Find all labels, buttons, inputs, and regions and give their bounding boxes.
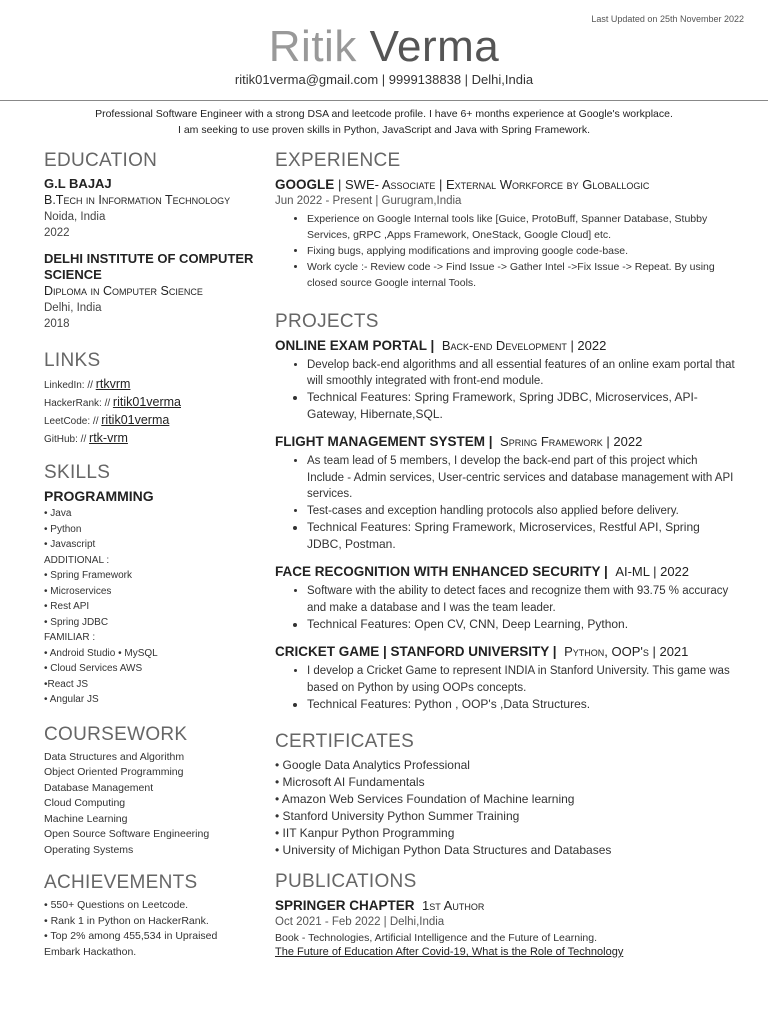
skill-item: FAMILIAR : [44, 632, 96, 643]
project-tag: AI-ML | 2022 [615, 564, 690, 579]
project-name: FACE RECOGNITION WITH ENHANCED SECURITY | [275, 564, 608, 579]
bullet: • Experience on Google Internal tools like [Guice, ProtoBuff, Spanner Database, Stubby Services, gRPC ,Apps Framework, OneStack, Google Cloud] etc. [307, 211, 735, 243]
skill-item: • Rest API [44, 601, 90, 612]
link-label: GitHub: // [44, 434, 87, 445]
projects-title: PROJECTS [275, 311, 379, 332]
header-divider [0, 100, 768, 101]
project-bullets [275, 453, 735, 553]
school-name: G.L BAJAJ [44, 176, 112, 191]
publication-name: SPRINGER CHAPTER [275, 898, 415, 913]
right-column [275, 150, 735, 958]
skill-item: • Microservices [44, 585, 112, 597]
linkedin-link[interactable]: rtkvrm [95, 377, 131, 391]
bullet: • Technical Features: Spring Framework, Spring JDBC, Microservices, API-Gateway, Hibernate,SQL. [307, 389, 735, 423]
experience-heading [275, 176, 735, 194]
skill-item: • Cloud Services AWS [44, 663, 143, 674]
left-column [44, 150, 254, 960]
skills-heading: PROGRAMMING [44, 488, 154, 504]
leetcode-link[interactable]: ritik01verma [101, 413, 170, 427]
skill-item: • Spring JDBC [44, 616, 109, 628]
project-tag: Back-end Development | 2022 [441, 338, 607, 353]
location: Noida, India [44, 211, 106, 223]
bullet: • As team lead of 5 members, I develop the back-end part of this project which Include - Admin services, User-centric services and database management with API services. [307, 453, 735, 503]
publication-book: Book - Technologies, Artificial Intelligence and the Future of Learning. [275, 932, 598, 944]
summary-line: I am seeking to use proven skills in Python, JavaScript and Java with Spring Framework. [177, 124, 591, 136]
skill-item: • Angular JS [44, 694, 99, 705]
bullet: • Develop back-end algorithms and all essential features of an online exam portal that will smoothly integrated with front-end module. [307, 357, 735, 389]
link-row [44, 412, 254, 430]
summary [40, 106, 728, 138]
education-item [44, 251, 254, 332]
year: 2022 [44, 227, 70, 239]
certificate-item: • IIT Kanpur Python Programming [275, 826, 455, 840]
skill-item: ADDITIONAL : [44, 554, 110, 566]
achievements-title: ACHIEVEMENTS [44, 872, 198, 893]
publication-link[interactable]: The Future of Education After Covid-19, What is the Role of Technology [275, 946, 624, 958]
year: 2018 [44, 318, 70, 330]
certificates-title: CERTIFICATES [275, 731, 415, 752]
link-row [44, 376, 254, 394]
project-heading [275, 337, 735, 355]
contact-line: ritik01verma@gmail.com | 9999138838 | Delhi,India [234, 72, 534, 87]
candidate-name [0, 22, 768, 72]
bullet: • Technical Features: Open CV, CNN, Deep Learning, Python. [307, 616, 735, 633]
achievement-item: • Top 2% among 455,534 in Upraised Embark Hackathon. [44, 930, 218, 958]
link-label: HackerRank: // [44, 398, 111, 409]
skill-item: • Spring Framework [44, 570, 132, 581]
summary-line: Professional Software Engineer with a strong DSA and leetcode profile. I have 6+ months experience at Google's workplace. [95, 108, 673, 120]
link-row [44, 430, 254, 448]
bullet: • I develop a Cricket Game to represent INDIA in Stanford University. This game was based on Python by using OOPs concepts. [307, 663, 735, 696]
skill-item: • Java [44, 508, 72, 519]
publication-heading [275, 897, 735, 915]
degree: B.Tech in Information Technology [44, 193, 231, 207]
skill-item: • Python [44, 523, 82, 535]
education-item [44, 176, 254, 241]
project-heading [275, 643, 735, 661]
certificate-item: • Microsoft AI Fundamentals [275, 775, 425, 789]
last-updated: Last Updated on 25th November 2022 [591, 14, 744, 24]
project-bullets [275, 583, 735, 633]
location: Delhi, India [44, 302, 102, 314]
publications-title: PUBLICATIONS [275, 871, 417, 892]
course-item: Open Source Software Engineering [44, 828, 210, 840]
experience-date: Jun 2022 - Present | Gurugram,India [275, 195, 462, 207]
course-item: Data Structures and Algorithm [44, 750, 185, 763]
bullet: • Technical Features: Python , OOP's ,Data Structures. [307, 696, 735, 713]
project-name: FLIGHT MANAGEMENT SYSTEM | [275, 434, 493, 449]
achievement-item: • Rank 1 in Python on HackerRank. [44, 914, 209, 927]
link-label: LeetCode: // [44, 416, 99, 427]
skill-item: •React JS [44, 678, 89, 690]
company-name: GOOGLE [275, 177, 335, 192]
project-name: CRICKET GAME | STANFORD UNIVERSITY | [275, 644, 557, 659]
coursework-title: COURSEWORK [44, 723, 188, 745]
certificate-item: • Google Data Analytics Professional [275, 758, 470, 772]
project-bullets [275, 663, 735, 713]
project-heading [275, 433, 735, 451]
bullet: • Fixing bugs, applying modifications and improving google code-base. [307, 243, 735, 259]
project-heading [275, 563, 735, 581]
degree: Diploma in Computer Science [44, 284, 203, 298]
hackerrank-link[interactable]: ritik01verma [112, 395, 181, 409]
publication-tag: 1st Author [422, 898, 485, 913]
certificate-item: • University of Michigan Python Data Structures and Databases [275, 843, 612, 857]
achievement-item: • 550+ Questions on Leetcode. [44, 899, 189, 911]
links-title: LINKS [44, 350, 101, 371]
bullet: • Software with the ability to detect faces and recognize them with 93.75 % accuracy and make a database and I was the team leader. [307, 583, 735, 616]
project-name: ONLINE EXAM PORTAL | [275, 338, 435, 353]
course-item: Object Oriented Programming [44, 766, 184, 778]
project-tag: Spring Framework | 2022 [500, 434, 643, 449]
last-name: Verma [369, 22, 500, 71]
course-item: Operating Systems [44, 843, 134, 856]
education-title: EDUCATION [44, 150, 158, 171]
skill-item: • Android Studio • MySQL [44, 647, 158, 659]
experience-role: | SWE- Associate | External Workforce by Globallogic [338, 177, 650, 192]
experience-bullets [275, 211, 735, 291]
course-item: Machine Learning [44, 812, 128, 825]
course-item: Cloud Computing [44, 797, 126, 809]
certificate-item: • Amazon Web Services Foundation of Machine learning [275, 792, 575, 806]
project-tag: Python, OOP's | 2021 [564, 644, 689, 659]
course-item: Database Management [44, 781, 154, 794]
skill-item: • Javascript [44, 539, 96, 550]
school-name: DELHI INSTITUTE OF COMPUTER SCIENCE [44, 251, 254, 282]
first-name: Ritik [268, 22, 357, 71]
experience-title: EXPERIENCE [275, 150, 401, 171]
link-label: LinkedIn: // [44, 380, 93, 391]
project-bullets [275, 357, 735, 423]
bullet: • Work cycle :- Review code -> Find Issue -> Gather Intel ->Fix Issue -> Repeat. By using closed source Google internal Tools. [307, 259, 735, 291]
skills-title: SKILLS [44, 462, 111, 483]
bullet: • Test-cases and exception handling protocols also applied before delivery. [307, 503, 735, 520]
publication-date: Oct 2021 - Feb 2022 | Delhi,India [275, 916, 445, 928]
certificate-item: • Stanford University Python Summer Training [275, 809, 520, 823]
github-link[interactable]: rtk-vrm [89, 431, 128, 445]
link-row [44, 394, 254, 412]
bullet: • Technical Features: Spring Framework, Microservices, Restful API, Spring JDBC, Postman. [307, 519, 735, 553]
